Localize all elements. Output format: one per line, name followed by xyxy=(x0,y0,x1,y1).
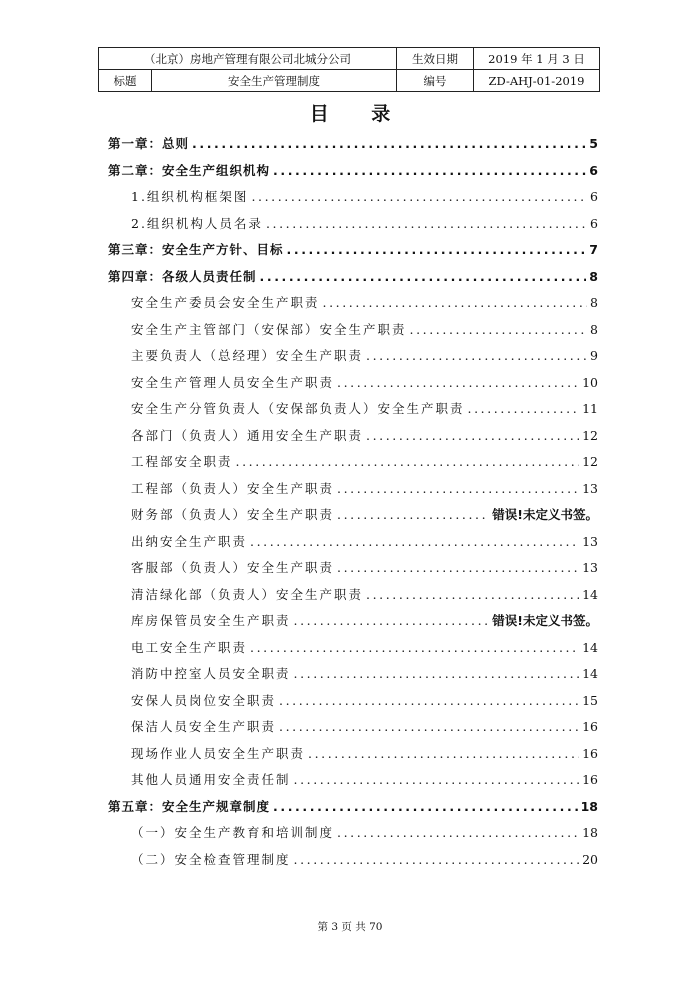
toc-leader-dots xyxy=(250,638,579,658)
toc-entry-label: 工程部安全职责 xyxy=(131,454,233,469)
toc-entry[interactable] xyxy=(131,479,598,499)
toc-entry[interactable] xyxy=(131,373,598,393)
toc-entry[interactable] xyxy=(131,691,598,711)
toc-entry[interactable] xyxy=(131,214,598,234)
effective-date-label: 生效日期 xyxy=(397,48,474,70)
toc-entry-page: 5 xyxy=(589,136,598,151)
toc-entry-page: 6 xyxy=(590,215,598,231)
toc-leader-dots xyxy=(279,717,579,737)
toc-leader-dots xyxy=(410,320,588,340)
toc-entry-page: 15 xyxy=(582,692,598,708)
toc-entry[interactable] xyxy=(131,452,598,472)
toc-entry-page: 16 xyxy=(582,719,598,734)
toc-entry-page: 16 xyxy=(582,745,598,761)
toc-entry[interactable] xyxy=(131,585,598,605)
toc-entry-label: （一）安全生产教育和培训制度 xyxy=(131,825,335,840)
toc-leader-dots xyxy=(337,505,489,525)
toc-entry-page: 7 xyxy=(589,242,598,257)
toc-entry-error-text: 错误!未定义书签。 xyxy=(492,613,598,628)
toc-entry-page: 8 xyxy=(590,295,598,310)
toc-entry[interactable] xyxy=(131,823,598,843)
toc-leader-dots xyxy=(337,558,579,578)
toc-entry-page: 12 xyxy=(582,427,598,443)
toc-entry-page: 13 xyxy=(582,560,598,575)
toc-entry-label: 消防中控室人员安全职责 xyxy=(131,666,291,681)
toc-entry-label: 清洁绿化部（负责人）安全生产职责 xyxy=(131,586,364,602)
toc-entry-label: 2.组织机构人员名录 xyxy=(131,215,263,231)
toc-leader-dots xyxy=(294,664,580,684)
toc-entry[interactable] xyxy=(108,797,598,817)
toc-leader-dots xyxy=(266,214,587,234)
toc-entry-page: 18 xyxy=(580,798,598,814)
toc-entry-label: 工程部（负责人）安全生产职责 xyxy=(131,480,335,496)
toc-entry-label: 第二章：安全生产组织机构 xyxy=(108,162,271,178)
toc-entry-label: 安全生产管理人员安全生产职责 xyxy=(131,374,335,390)
toc-entry-label: 主要负责人（总经理）安全生产职责 xyxy=(131,348,364,363)
toc-entry-label: 安全生产分管负责人（安保部负责人）安全生产职责 xyxy=(131,401,465,416)
toc-entry[interactable] xyxy=(131,426,598,446)
toc-entry[interactable] xyxy=(131,744,598,764)
toc-entry-label: 第一章：总则 xyxy=(108,136,190,151)
toc-entry[interactable] xyxy=(108,161,598,181)
toc-entry[interactable] xyxy=(108,267,598,287)
toc-leader-dots xyxy=(337,373,579,393)
toc-leader-dots xyxy=(366,426,579,446)
toc-entry-page: 8 xyxy=(590,321,598,337)
toc-entry-page: 13 xyxy=(582,533,598,549)
toc-leader-dots xyxy=(366,585,579,605)
toc-entry-page: 20 xyxy=(582,851,598,867)
toc-leader-dots xyxy=(294,770,580,790)
toc-leader-dots xyxy=(308,744,579,764)
toc-entry-page: 12 xyxy=(582,454,598,469)
toc-entry[interactable] xyxy=(131,611,598,631)
toc-entry-label: 第三章：安全生产方针、目标 xyxy=(108,242,284,257)
toc-entry-label: 1.组织机构框架图 xyxy=(131,189,249,204)
toc-entry-page: 6 xyxy=(590,189,598,204)
toc-leader-dots xyxy=(294,611,490,631)
toc-entry-label: 各部门（负责人）通用安全生产职责 xyxy=(131,427,364,443)
toc-entry-error-text: 错误!未定义书签。 xyxy=(492,507,598,522)
toc-entry-label: 出纳安全生产职责 xyxy=(131,533,248,549)
toc-leader-dots xyxy=(273,797,578,817)
toc-entry[interactable] xyxy=(131,532,598,552)
toc-leader-dots xyxy=(337,479,579,499)
toc-entry[interactable] xyxy=(131,320,598,340)
toc-entry[interactable] xyxy=(131,850,598,870)
toc-entry-page: 6 xyxy=(589,162,598,178)
document-title: 安全生产管理制度 xyxy=(152,70,397,92)
toc-entry-label: （二）安全检查管理制度 xyxy=(131,851,291,867)
toc-entry-label: 安保人员岗位安全职责 xyxy=(131,692,277,708)
toc-entry[interactable] xyxy=(131,558,598,578)
toc-entry-page: 11 xyxy=(582,401,598,416)
toc-title: 目 录 xyxy=(309,103,409,125)
document-number: ZD-AHJ-01-2019 xyxy=(474,70,600,92)
toc-leader-dots xyxy=(250,532,579,552)
toc-entry-page: 16 xyxy=(582,772,598,787)
toc-entry-label: 保洁人员安全生产职责 xyxy=(131,719,277,734)
toc-entry[interactable] xyxy=(131,770,598,790)
toc-leader-dots xyxy=(323,293,588,313)
effective-date: 2019 年 1 月 3 日 xyxy=(474,48,600,70)
toc-entry-page: 9 xyxy=(590,348,598,363)
toc-entry[interactable] xyxy=(131,399,598,419)
toc-leader-dots xyxy=(287,240,587,260)
toc-leader-dots xyxy=(236,452,580,472)
toc-entry-label: 安全生产委员会安全生产职责 xyxy=(131,295,320,310)
toc-entry[interactable] xyxy=(131,187,598,207)
company-name: （北京）房地产管理有限公司北城分公司 xyxy=(99,48,397,70)
toc-entry-label: 安全生产主管部门（安保部）安全生产职责 xyxy=(131,321,407,337)
toc-entry-label: 其他人员通用安全责任制 xyxy=(131,772,291,787)
toc-entry-page: 13 xyxy=(582,480,598,496)
toc-entry-page: 8 xyxy=(589,268,598,284)
toc-entry[interactable] xyxy=(108,134,598,154)
toc-entry[interactable] xyxy=(131,293,598,313)
toc-leader-dots xyxy=(337,823,579,843)
toc-entry-label: 财务部（负责人）安全生产职责 xyxy=(131,507,335,522)
toc-entry-page: 10 xyxy=(582,374,598,390)
toc-leader-dots xyxy=(273,161,586,181)
toc-leader-dots xyxy=(294,850,580,870)
toc-leader-dots xyxy=(260,267,587,287)
toc-leader-dots xyxy=(279,691,579,711)
toc-entry-page: 18 xyxy=(582,825,598,840)
page-footer: 第 3 页 共 70 xyxy=(317,921,383,933)
toc-entry-page: 14 xyxy=(582,666,598,681)
toc-entry-label: 客服部（负责人）安全生产职责 xyxy=(131,560,335,575)
number-label: 编号 xyxy=(397,70,474,92)
toc-entry-page: 14 xyxy=(582,639,598,655)
toc-entry[interactable] xyxy=(131,664,598,684)
toc-entry[interactable] xyxy=(131,638,598,658)
title-label: 标题 xyxy=(99,70,152,92)
toc-entry-page: 14 xyxy=(582,586,598,602)
toc-leader-dots xyxy=(192,134,586,154)
toc-entry[interactable] xyxy=(131,505,598,525)
toc-entry-label: 库房保管员安全生产职责 xyxy=(131,613,291,628)
toc-entry[interactable] xyxy=(131,346,598,366)
toc-entry-label: 现场作业人员安全生产职责 xyxy=(131,745,306,761)
toc-leader-dots xyxy=(366,346,587,366)
toc-leader-dots xyxy=(251,187,587,207)
toc-entry-label: 第四章：各级人员责任制 xyxy=(108,268,257,284)
toc-entry-label: 电工安全生产职责 xyxy=(131,639,248,655)
toc-entry[interactable] xyxy=(108,240,598,260)
toc-leader-dots xyxy=(468,399,580,419)
toc-entry[interactable] xyxy=(131,717,598,737)
toc-entry-label: 第五章：安全生产规章制度 xyxy=(108,798,271,814)
